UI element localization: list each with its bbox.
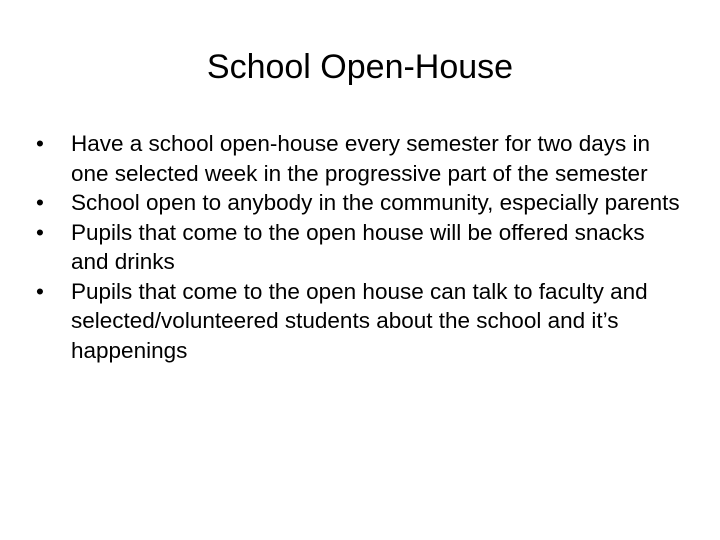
bullet-text: Have a school open-house every semester for two days in one selected week in the progressive part of the semester (71, 131, 651, 186)
list-item (36, 188, 686, 218)
list-item (36, 218, 686, 277)
list-item (36, 129, 686, 188)
list-item (36, 277, 686, 366)
bullet-list (36, 129, 686, 365)
bullet-icon: • (36, 219, 44, 245)
bullet-icon: • (36, 190, 44, 215)
bullet-text: Pupils that come to the open house will be offered snacks and drinks (71, 219, 645, 274)
bullet-text: Pupils that come to the open house can talk to faculty and selected/volunteered students about the school and it’s happenings (71, 278, 648, 363)
bullet-text: School open to anybody in the community, especially parents (71, 190, 680, 215)
bullet-icon: • (36, 278, 44, 304)
slide-title: School Open-House (206, 48, 514, 86)
bullet-icon: • (36, 131, 44, 156)
